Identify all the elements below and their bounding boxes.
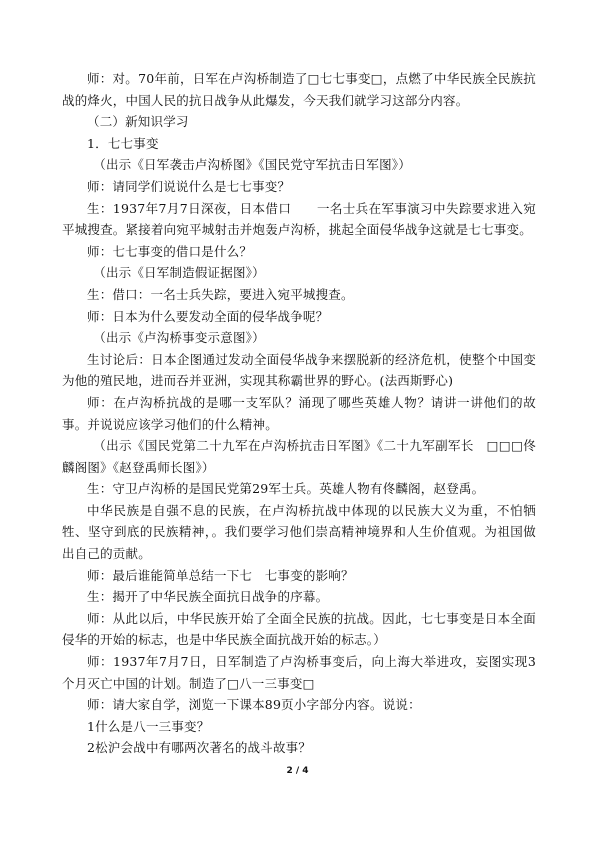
paragraph-answer: 生讨论后：日本企图通过发动全面侵华战争来摆脱新的经济危机，使整个中国变为他的殖民地，进而吞并亚洲，实现其称霸世界的野心。(法西斯野心) <box>62 351 536 389</box>
paragraph-answer: 生：借口：一名士兵失踪，要进入宛平城搜查。 <box>87 286 354 302</box>
paragraph-show-images: （出示《日军袭击卢沟桥图》《国民党守军抗击日军图》） <box>93 157 411 173</box>
subsection-heading: 1．七七事变 <box>87 135 159 151</box>
paragraph-teacher: 师：从此以后，中华民族开始了全面全民族的抗战。因此，七七事变是日本全面侵华的开始的标志，也是中华民族全面抗战开始的标志。） <box>62 610 536 648</box>
paragraph-answer: 生：守卫卢沟桥的是国民党第29军士兵。英雄人物有佟麟阁，赵登禹。 <box>87 481 485 497</box>
paragraph-question: 师：日本为什么要发动全面的侵华战争呢？ <box>87 308 329 324</box>
paragraph-question: 师：请同学们说说什么是七七事变？ <box>87 178 291 194</box>
paragraph-answer: 生：揭开了中华民族全面抗日战争的序幕。 <box>87 589 329 605</box>
paragraph-answer: 生：1937年7月7日深夜，日本借口 一名士兵在军事演习中失踪要求进入宛平城搜查。紧接着向宛平城射击并炮轰卢沟桥，挑起全面侵华战争这就是七七事变。 <box>62 200 536 238</box>
section-heading: （二）新知识学习 <box>87 114 189 130</box>
paragraph-question: 师：七七事变的借口是什么？ <box>87 243 253 259</box>
list-item: 1什么是八一三事变？ <box>87 718 210 734</box>
paragraph-teacher: 师：请大家自学，浏览一下课本89页小字部分内容。说说： <box>87 697 421 713</box>
paragraph-question: 师：在卢沟桥抗战的是哪一支军队？涌现了哪些英雄人物？请讲一讲他们的故事。并说说应该学习他们的什么精神。 <box>62 394 536 432</box>
paragraph-teacher: 师：1937年7月7日，日军制造了卢沟桥事变后，向上海大举进攻，妄图实现3个月灭亡中国的计划。制造了□八一三事变□ <box>62 654 536 691</box>
page-number: 2 / 4 <box>286 766 309 776</box>
list-item: 2松沪会战中有哪两次著名的战斗故事？ <box>87 740 312 756</box>
paragraph-show-images: （出示《国民党第二十九军在卢沟桥抗击日军图》《二十九军副军长 □□□佟麟阁图》《赵登禹师长图》） <box>62 438 536 475</box>
paragraph-intro: 师：对。70年前，日军在卢沟桥制造了□七七事变□，点燃了中华民族全民族抗战的烽火，中国人民的抗日战争从此爆发，今天我们就学习这部分内容。 <box>62 71 536 108</box>
paragraph-show-images: （出示《卢沟桥事变示意图》） <box>93 330 265 346</box>
paragraph-show-images: （出示《日军制造假证据图》） <box>93 265 265 281</box>
paragraph-summary: 中华民族是自强不息的民族，在卢沟桥抗战中体现的以民族大义为重，不怕牺牲、坚守到底的民族精神，。我们要学习他们崇高精神境界和人生价值观。为祖国做出自己的贡献。 <box>62 502 536 562</box>
paragraph-question: 师：最后谁能简单总结一下七 七事变的影响？ <box>87 567 354 583</box>
document-body <box>62 68 536 759</box>
